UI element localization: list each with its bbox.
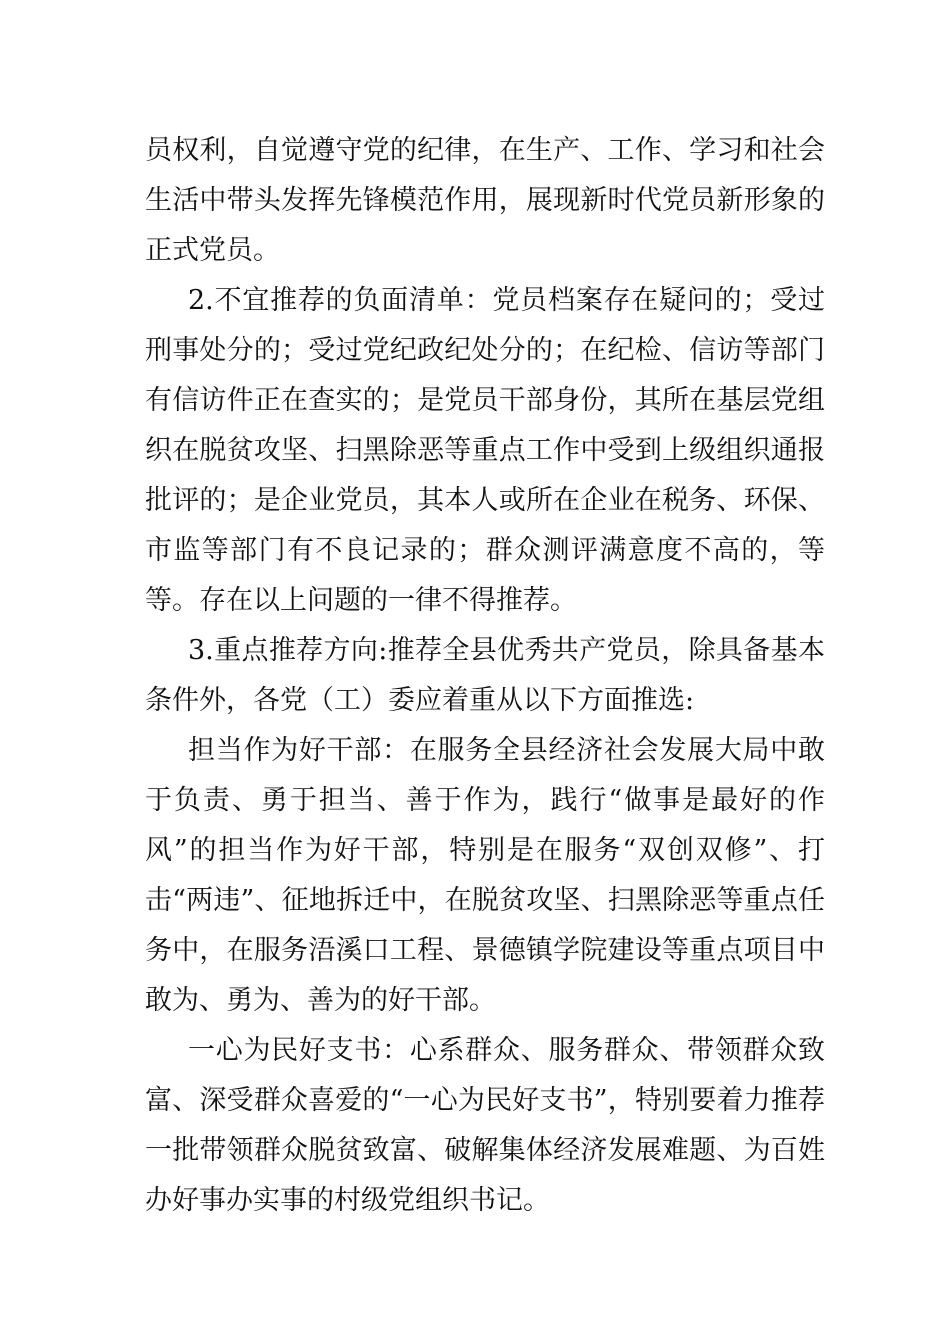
paragraph-good-cadre: 担当作为好干部：在服务全县经济社会发展大局中敢于负责、勇于担当、善于作为，践行“做事是最好的作风”的担当作为好干部，特别是在服务“双创双修”、打击“两违”、征地拆迁中，在脱贫攻坚、扫黑除恶等重点任务中，在服务浯溪口工程、景德镇学院建设等重点项目中敢为、勇为、善为的好干部。 [145, 735, 825, 1016]
document-page [145, 126, 825, 1226]
paragraph-recommendation-direction: 3.重点推荐方向:推荐全县优秀共产党员，除具备基本条件外，各党（工）委应着重从以下方面推选: [145, 635, 825, 716]
paragraph-negative-list: 2.不宜推荐的负面清单：党员档案存在疑问的；受过刑事处分的；受过党纪政纪处分的；在纪检、信访等部门有信访件正在查实的；是党员干部身份，其所在基层党组织在脱贫攻坚、扫黑除恶等重点工作中受到上级组织通报批评的；是企业党员，其本人或所在企业在税务、环保、市监等部门有不良记录的；群众测评满意度不高的，等等。存在以上问题的一律不得推荐。 [145, 285, 825, 616]
paragraph-eligibility-continued: 员权利，自觉遵守党的纪律，在生产、工作、学习和社会生活中带头发挥先锋模范作用，展现新时代党员新形象的正式党员。 [145, 135, 825, 266]
paragraph-good-secretary: 一心为民好支书：心系群众、服务群众、带领群众致富、深受群众喜爱的“一心为民好支书”，特别要着力推荐一批带领群众脱贫致富、破解集体经济发展难题、为百姓办好事办实事的村级党组织书记。 [145, 1035, 825, 1216]
